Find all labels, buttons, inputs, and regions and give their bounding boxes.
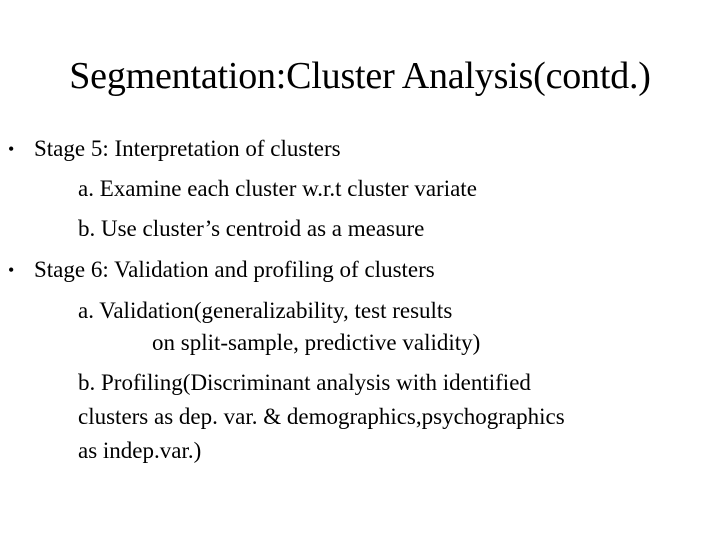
stage-5-item-b: b. Use cluster’s centroid as a measure <box>78 216 425 241</box>
stage-6-item-b-line-3: as indep.var.) <box>78 438 202 463</box>
stage-6-item-a-line-2: on split-sample, predictive validity) <box>152 330 481 355</box>
stage-6-item-a-line-1: a. Validation(generalizability, test results <box>78 298 453 323</box>
stage-5-item-a: a. Examine each cluster w.r.t cluster variate <box>78 176 477 201</box>
stage-6-item-b-line-1: b. Profiling(Discriminant analysis with identified <box>78 370 531 395</box>
stage-5-heading: Stage 5: Interpretation of clusters <box>34 136 341 161</box>
bullet-icon: • <box>8 139 15 159</box>
stage-6-item-b-line-2: clusters as dep. var. & demographics,psychographics <box>78 404 565 429</box>
stage-6-heading: Stage 6: Validation and profiling of clusters <box>34 257 435 282</box>
slide-title: Segmentation:Cluster Analysis(contd.) <box>69 55 651 97</box>
bullet-icon: • <box>8 260 15 280</box>
